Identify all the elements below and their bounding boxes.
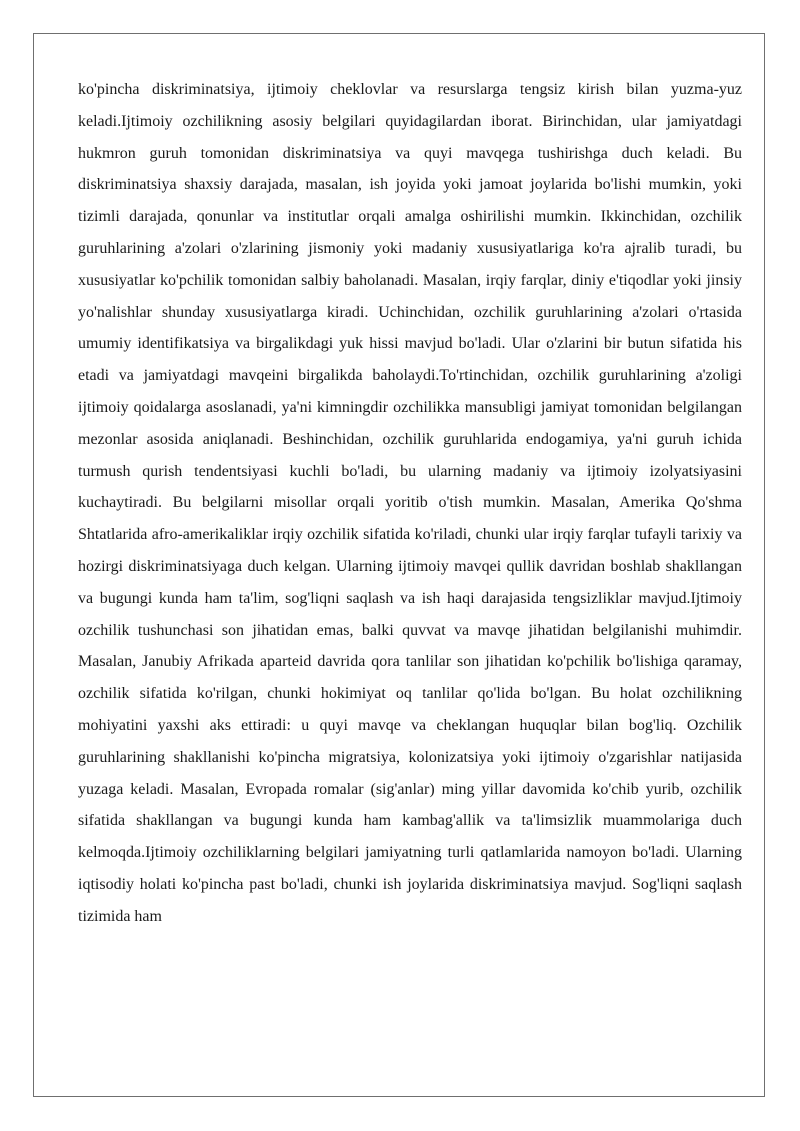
body-paragraph: ko'pincha diskriminatsiya, ijtimoiy cheklovlar va resurslarga tengsiz kirish bilan yuzma-yuz keladi.Ijtimoiy ozchilikning asosiy belgilari quyidagilardan iborat. Birinchidan, ular jamiyatdagi hukmron guruh tomonidan diskriminatsiya va quyi mavqega tushirishga duch keladi. Bu diskriminatsiya shaxsiy darajada, masalan, ish joyida yoki jamoat joylarida bo'lishi mumkin, yoki tizimli darajada, qonunlar va institutlar orqali amalga oshirilishi mumkin. Ikkinchidan, ozchilik guruhlarining a'zolari o'zlarining jismoniy yoki madaniy xususiyatlariga ko'ra ajralib turadi, bu xususiyatlar ko'pchilik tomonidan salbiy baholanadi. Masalan, irqiy farqlar, diniy e'tiqodlar yoki jinsiy yo'nalishlar shunday xususiyatlarga kiradi. Uchinchidan, ozchilik guruhlarining a'zolari o'rtasida umumiy identifikatsiya va birgalikdagi yuk hissi mavjud bo'ladi. Ular o'zlarini bir butun sifatida his etadi va jamiyatdagi mavqeini birgalikda baholaydi.To'rtinchidan, ozchilik guruhlarining a'zoligi ijtimoiy qoidalarga asoslanadi, ya'ni kimningdir ozchilikka mansubligi jamiyat tomonidan belgilangan mezonlar asosida aniqlanadi. Beshinchidan, ozchilik guruhlarida endogamiya, ya'ni guruh ichida turmush qurish tendentsiyasi kuchli bo'ladi, bu ularning madaniy va ijtimoiy izolyatsiyasini kuchaytiradi. Bu belgilarni misollar orqali yoritib o'tish mumkin. Masalan, Amerika Qo'shma Shtatlarida afro-amerikaliklar irqiy ozchilik sifatida ko'riladi, chunki ular irqiy farqlar tufayli tarixiy va hozirgi diskriminatsiyaga duch kelgan. Ularning ijtimoiy mavqei qullik davridan boshlab shakllangan va bugungi kunda ham ta'lim, sog'liqni saqlash va ish haqi darajasida tengsizliklar mavjud.Ijtimoiy ozchilik tushunchasi son jihatidan emas, balki quvvat va mavqe jihatidan belgilanishi muhimdir. Masalan, Janubiy Afrikada aparteid davrida qora tanlilar son jihatidan ko'pchilik bo'lishiga qaramay, ozchilik sifatida ko'rilgan, chunki hokimiyat oq tanlilar qo'lida bo'lgan. Bu holat ozchilikning mohiyatini yaxshi aks ettiradi: u quyi mavqe va cheklangan huquqlar bilan bog'liq. Ozchilik guruhlarining shakllanishi ko'pincha migratsiya, kolonizatsiya yoki ijtimoiy o'zgarishlar natijasida yuzaga keladi. Masalan, Evropada romalar (sig'anlar) ming yillar davomida ko'chib yurib, ozchilik sifatida shakllangan va bugungi kunda ham kambag'allik va ta'limsizlik muammolariga duch kelmoqda.Ijtimoiy ozchiliklarning belgilari jamiyatning turli qatlamlarida namoyon bo'ladi. Ularning iqtisodiy holati ko'pincha past bo'ladi, chunki ish joylarida diskriminatsiya mavjud. Sog'liqni saqlash tizimida ham [78,81,742,925]
